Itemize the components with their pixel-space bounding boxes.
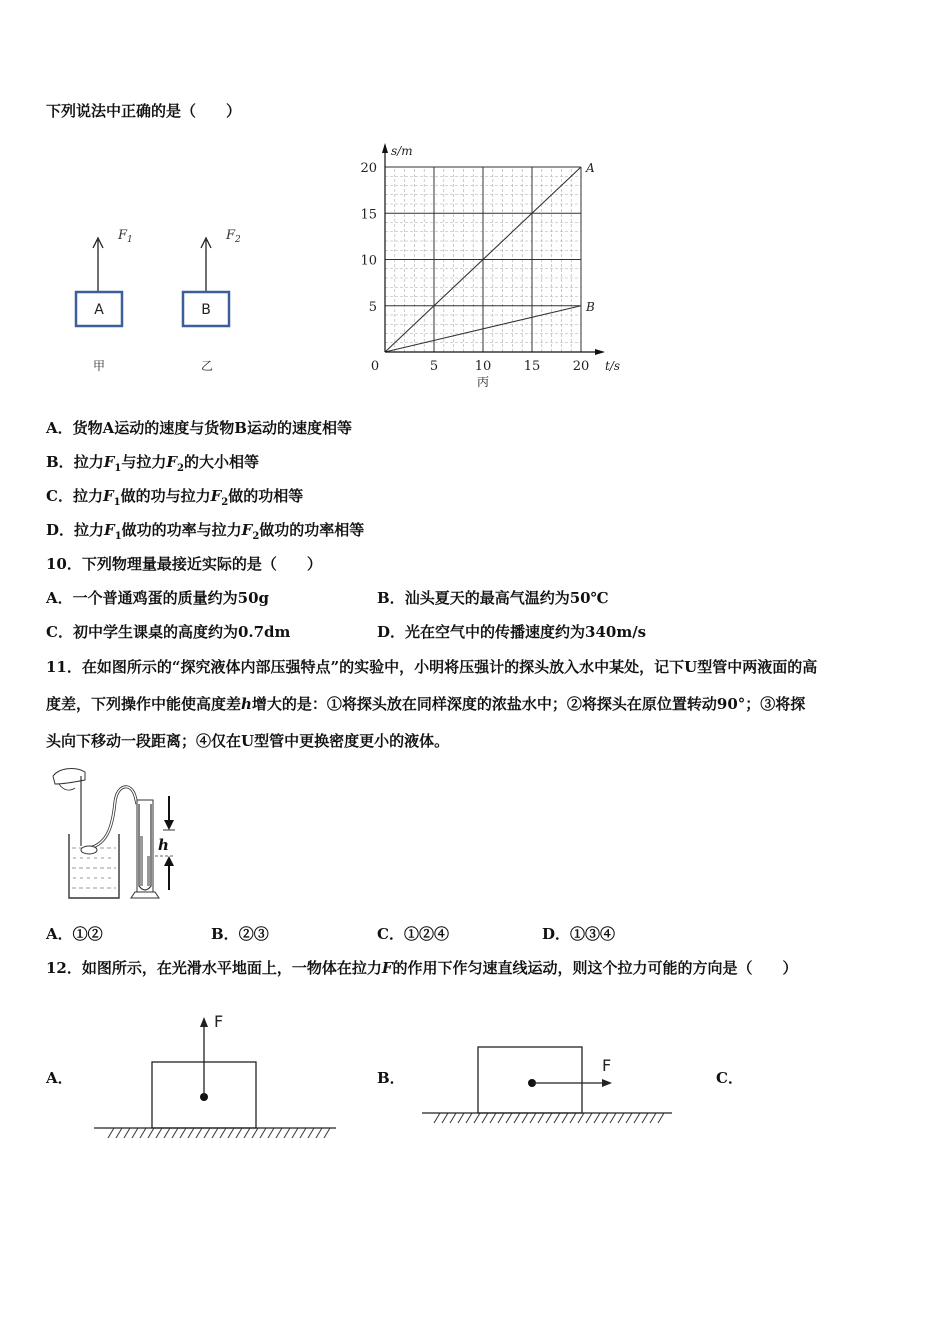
ground-hatch	[562, 1113, 568, 1123]
ground-hatch	[658, 1113, 664, 1123]
q12-figure-a	[90, 1005, 340, 1145]
q11-text: 增大的是：①将探头放在同样深度的浓盐水中；②将探头在原位置转动90°；③将探	[251, 695, 806, 713]
q12-figure-b	[420, 1040, 680, 1140]
option-text: 拉力	[73, 453, 104, 471]
var-f: F	[103, 453, 115, 471]
option-letter: A．	[46, 589, 73, 607]
ground-hatch	[180, 1128, 186, 1138]
q11-option-b	[211, 923, 269, 945]
ground-hatch	[626, 1113, 632, 1123]
ground-hatch	[602, 1113, 608, 1123]
q12-option-a-letter: A．	[46, 1069, 73, 1087]
series-label-b: B	[586, 299, 595, 314]
ground-hatch	[156, 1128, 162, 1138]
q12-option-b-letter: B．	[377, 1069, 405, 1087]
force-label: F	[214, 1012, 224, 1031]
q11-line-2	[46, 693, 805, 715]
ground-hatch	[530, 1113, 536, 1123]
option-text: 光在空气中的传播速度约为340m/s	[405, 623, 647, 641]
q10-option-c	[46, 621, 290, 643]
series-label-a: A	[586, 161, 595, 175]
sub-1: 1	[113, 497, 121, 508]
option-text: 货物A运动的速度与货物B运动的速度相等	[72, 419, 352, 437]
var-f: F	[210, 487, 222, 505]
var-f: F	[241, 521, 253, 539]
ground-hatch	[236, 1128, 242, 1138]
option-text: 做功的功率相等	[259, 521, 365, 539]
var-f: F	[166, 453, 177, 471]
ground-hatch	[220, 1128, 226, 1138]
ground-hatch	[594, 1113, 600, 1123]
ground-hatch	[276, 1128, 282, 1138]
force-sub-f2: 2	[235, 235, 241, 245]
option-text: ①③④	[570, 925, 616, 943]
y-tick-label: 5	[368, 299, 377, 315]
ground-hatch	[228, 1128, 234, 1138]
ground-hatch	[316, 1128, 322, 1138]
ground-hatch	[482, 1113, 488, 1123]
q11-option-c	[377, 923, 449, 945]
option-letter: C．	[46, 623, 73, 641]
y-tick-label: 15	[360, 207, 377, 223]
ground-hatch	[164, 1128, 170, 1138]
ground-hatch	[252, 1128, 258, 1138]
ground-hatch	[132, 1128, 138, 1138]
probe-head	[81, 846, 97, 854]
ground-hatch	[634, 1113, 640, 1123]
ground-hatch	[204, 1128, 210, 1138]
option-text: 拉力	[72, 487, 103, 505]
force-label: F	[602, 1056, 612, 1075]
q11-line-1: 11．在如图所示的“探究液体内部压强特点”的实验中，小明将压强计的探头放入水中某处，记下U型管中两液面的高	[46, 658, 818, 676]
sub-2: 2	[221, 497, 229, 508]
sub-1: 1	[114, 531, 122, 542]
x-tick-label: 15	[523, 359, 541, 374]
ground-hatch	[546, 1113, 552, 1123]
box-a-label: A	[94, 302, 104, 318]
option-text: ②③	[238, 925, 269, 943]
option-text: 与拉力	[121, 453, 167, 471]
ground-hatch	[618, 1113, 624, 1123]
water	[72, 848, 116, 888]
option-letter: A．	[46, 925, 73, 943]
q9-stem: 下列说法中正确的是（ ）	[46, 102, 242, 120]
x-tick-label: 5	[429, 359, 439, 374]
q9-option-a	[46, 417, 352, 439]
force-label-f1: F	[118, 228, 128, 243]
q11-text: 度差，下列操作中能使高度差	[46, 695, 242, 713]
ground-hatch	[474, 1113, 480, 1123]
ground-hatch	[586, 1113, 592, 1123]
ground-hatch	[212, 1128, 218, 1138]
ground-hatch	[554, 1113, 560, 1123]
caption-yi: 乙	[200, 359, 214, 373]
ground-hatch	[116, 1128, 122, 1138]
force-label-f2: F	[226, 228, 236, 243]
var-f: F	[104, 521, 115, 539]
y-tick-label: 10	[360, 253, 377, 269]
s-t-chart	[355, 140, 645, 400]
var-h: h	[241, 695, 252, 713]
option-text: 做的功与拉力	[120, 487, 211, 505]
x-axis-label: t/s	[605, 359, 621, 373]
ground-hatch	[300, 1128, 306, 1138]
ground-hatch	[260, 1128, 266, 1138]
ground-hatch	[458, 1113, 464, 1123]
ground-hatch	[498, 1113, 504, 1123]
ground-hatch	[324, 1128, 330, 1138]
ground-hatch	[196, 1128, 202, 1138]
q10-stem: 10．下列物理量最接近实际的是（ ）	[46, 555, 322, 573]
q11-line-3: 头向下移动一段距离；④仅在U型管中更换密度更小的液体。	[46, 732, 450, 750]
q9-option-b	[46, 451, 259, 480]
option-letter: D．	[377, 623, 406, 641]
q10-option-b	[377, 587, 609, 609]
ground-hatch	[434, 1113, 440, 1123]
ground-hatch	[514, 1113, 520, 1123]
ground-hatch	[244, 1128, 250, 1138]
ground-hatch	[268, 1128, 274, 1138]
ground-hatch	[292, 1128, 298, 1138]
figure-yi	[178, 222, 258, 377]
var-f: F	[102, 487, 114, 505]
option-text: 拉力	[74, 521, 105, 539]
option-letter: B．	[377, 589, 405, 607]
q10-option-d	[377, 621, 646, 643]
option-text: ①②	[72, 925, 103, 943]
figure-jia	[70, 222, 140, 377]
option-text: 汕头夏天的最高气温约为50℃	[404, 589, 609, 607]
caption-jia: 甲	[92, 359, 106, 373]
q12-stem	[46, 957, 798, 979]
ground-hatch	[650, 1113, 656, 1123]
ground-hatch	[538, 1113, 544, 1123]
q12-text: 的作用下作匀速直线运动，则这个拉力可能的方向是（ ）	[392, 959, 798, 977]
option-letter: C．	[46, 487, 73, 505]
q12-option-c-letter: C．	[716, 1069, 743, 1087]
ground-hatch	[442, 1113, 448, 1123]
option-text: 做的功相等	[228, 487, 304, 505]
option-letter: B．	[46, 453, 74, 471]
option-letter: C．	[377, 925, 404, 943]
ground-hatch	[490, 1113, 496, 1123]
ground-hatch	[124, 1128, 130, 1138]
q11-option-a	[46, 923, 103, 945]
beaker	[69, 834, 119, 898]
option-letter: D．	[542, 925, 571, 943]
ground-hatch	[140, 1128, 146, 1138]
ground-hatch	[570, 1113, 576, 1123]
chart-caption: 丙	[477, 375, 490, 389]
force-sub-f1: 1	[127, 235, 133, 245]
ground-hatch	[642, 1113, 648, 1123]
x-tick-label: 0	[370, 359, 380, 374]
option-text: 初中学生课桌的高度约为0.7dm	[72, 623, 291, 641]
ground-hatch	[610, 1113, 616, 1123]
sub-2: 2	[177, 463, 184, 474]
ground-hatch	[284, 1128, 290, 1138]
var-f: F	[381, 959, 393, 977]
q9-option-d	[46, 519, 364, 548]
option-letter: A．	[46, 419, 73, 437]
ground-hatch	[188, 1128, 194, 1138]
ground-hatch	[148, 1128, 154, 1138]
ground-hatch	[172, 1128, 178, 1138]
y-axis-label: s/m	[391, 144, 413, 158]
option-letter: B．	[211, 925, 239, 943]
x-tick-label: 20	[572, 359, 590, 374]
sub-2: 2	[252, 531, 260, 542]
q10-option-a	[46, 587, 269, 609]
ground-hatch	[466, 1113, 472, 1123]
h-label: h	[158, 836, 169, 854]
sub-1: 1	[114, 463, 122, 474]
option-text: 一个普通鸡蛋的质量约为50g	[72, 589, 270, 607]
ground-hatch	[108, 1128, 114, 1138]
y-axis-arrow	[382, 143, 388, 153]
x-tick-label: 10	[474, 359, 492, 374]
ground-hatch	[308, 1128, 314, 1138]
hand-illustration	[53, 769, 85, 784]
option-text: ①②④	[403, 925, 449, 943]
ground-hatch	[522, 1113, 528, 1123]
ground-hatch	[450, 1113, 456, 1123]
option-text: 做功的功率与拉力	[121, 521, 242, 539]
q11-option-d	[542, 923, 615, 945]
y-tick-label: 20	[360, 161, 377, 176]
option-letter: D．	[46, 521, 75, 539]
box-b-label: B	[201, 302, 211, 318]
x-axis-arrow	[595, 349, 605, 355]
pressure-gauge-figure	[45, 762, 185, 907]
q12-text: 12．如图所示，在光滑水平地面上，一物体在拉力	[46, 959, 382, 977]
ground-hatch	[506, 1113, 512, 1123]
option-text: 的大小相等	[183, 453, 259, 471]
q9-option-c	[46, 485, 303, 514]
ground-hatch	[578, 1113, 584, 1123]
